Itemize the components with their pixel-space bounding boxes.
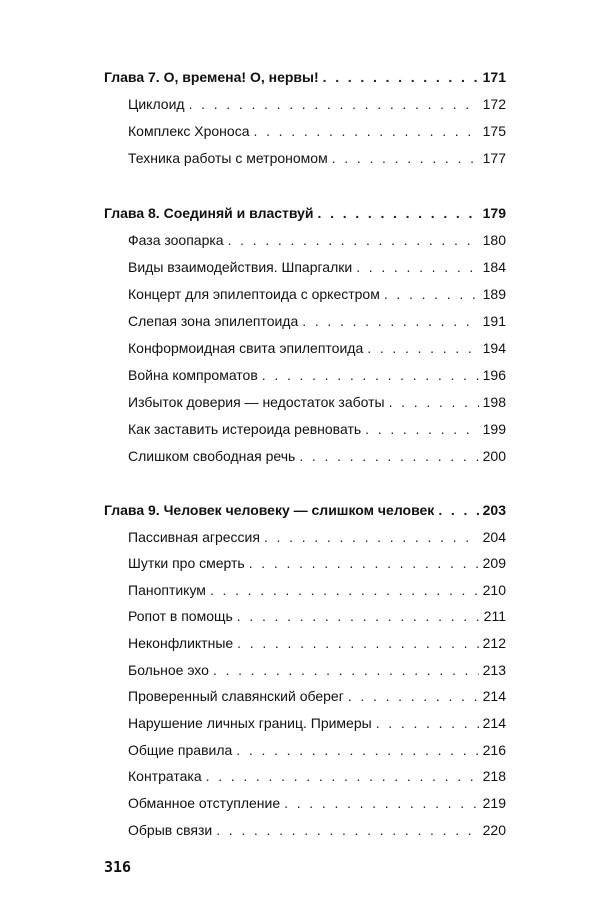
dot-leader: [389, 392, 479, 412]
toc-entry: [128, 686, 506, 706]
toc-entry: [128, 527, 506, 547]
dot-leader: [228, 230, 479, 250]
page-number: 214: [482, 688, 506, 704]
dot-leader: [299, 446, 478, 466]
page-number: 203: [482, 502, 506, 518]
toc-entry: [128, 633, 506, 653]
chapter-8-entry: [104, 203, 506, 223]
page-folio: 316: [104, 858, 132, 876]
section-title: Больное эхо: [128, 662, 209, 678]
dot-leader: [249, 553, 479, 573]
section-title: Шутки про смерть: [128, 555, 245, 571]
section-title: Конформоидная свита эпилептоида: [128, 340, 364, 356]
section-title: Концерт для эпилептоида с оркестром: [128, 286, 380, 302]
section-title: Слепая зона эпилептоида: [128, 313, 299, 329]
dot-leader: [356, 257, 478, 277]
section-title: Циклоид: [128, 96, 185, 112]
toc-entry: [128, 446, 506, 466]
chapter-title: Глава 7. О, времена! О, нервы!: [104, 69, 319, 85]
dot-leader: [318, 203, 479, 223]
dot-leader: [189, 94, 479, 114]
toc-entry: [128, 392, 506, 412]
dot-leader: [438, 500, 478, 520]
page-number: 191: [482, 313, 506, 329]
section-title: Нарушение личных границ. Примеры: [128, 715, 372, 731]
toc-entry: [128, 338, 506, 358]
section-title: Техника работы с метрономом: [128, 150, 328, 166]
section-title: Как заставить истероида ревновать: [128, 421, 362, 437]
chapter-9-entry: [104, 500, 506, 520]
toc-entry: [128, 766, 506, 786]
page-number: 180: [482, 232, 506, 248]
page-number: 196: [482, 367, 506, 383]
section-title: Паноптикум: [128, 582, 206, 598]
dot-leader: [236, 740, 478, 760]
page-number: 175: [482, 123, 506, 139]
dot-leader: [206, 766, 479, 786]
page-number: 204: [482, 529, 506, 545]
section-title: Фаза зоопарка: [128, 232, 224, 248]
toc-entry: [128, 121, 506, 141]
section-title: Война компроматов: [128, 367, 258, 383]
section-title: Неконфликтные: [128, 635, 234, 651]
page-number: 211: [483, 608, 506, 624]
page-number: 184: [482, 259, 506, 275]
page-number: 189: [482, 286, 506, 302]
toc-entry: [128, 230, 506, 250]
dot-leader: [254, 121, 479, 141]
toc-entry: [128, 419, 506, 439]
page-number: 219: [482, 795, 506, 811]
dot-leader: [323, 67, 479, 87]
chapter-title: Глава 8. Соединяй и властвуй: [104, 205, 314, 221]
page-number: 200: [482, 448, 506, 464]
toc-entry: [128, 606, 506, 626]
section-title: Пассивная агрессия: [128, 529, 260, 545]
section-title: Виды взаимодействия. Шпаргалки: [128, 259, 353, 275]
dot-leader: [332, 148, 479, 168]
page-number: 194: [482, 340, 506, 356]
dot-leader: [365, 419, 478, 439]
page-number: 172: [482, 96, 506, 112]
toc-entry: [128, 660, 506, 680]
page-number: 210: [482, 582, 506, 598]
dot-leader: [348, 686, 479, 706]
dot-leader: [213, 660, 479, 680]
section-title: Слишком свободная речь: [128, 448, 296, 464]
section-title: Обманное отступление: [128, 795, 281, 811]
dot-leader: [284, 793, 479, 813]
page-number: 198: [482, 394, 506, 410]
dot-leader: [384, 284, 479, 304]
section-title: Обрыв связи: [128, 822, 213, 838]
section-title: Проверенный славянский оберег: [128, 688, 344, 704]
page-number: 177: [482, 150, 506, 166]
toc-entry: [128, 580, 506, 600]
section-title: Контратака: [128, 768, 202, 784]
chapter-7-entry: [104, 67, 506, 87]
toc-entry: [128, 820, 506, 840]
dot-leader: [367, 338, 478, 358]
toc-entry: [128, 148, 506, 168]
page-number: 213: [482, 662, 506, 678]
page-number: 179: [482, 205, 506, 221]
dot-leader: [216, 820, 478, 840]
page-number: 209: [482, 555, 506, 571]
toc-entry: [128, 553, 506, 573]
dot-leader: [376, 713, 479, 733]
page-number: 220: [482, 822, 506, 838]
toc-entry: [128, 793, 506, 813]
toc-entry: [128, 713, 506, 733]
toc-entry: [128, 365, 506, 385]
page-number: 199: [482, 421, 506, 437]
toc-entry: [128, 94, 506, 114]
dot-leader: [210, 580, 479, 600]
section-title: Избыток доверия — недостаток заботы: [128, 394, 385, 410]
dot-leader: [262, 365, 479, 385]
toc-entry: [128, 257, 506, 277]
page-number: 218: [482, 768, 506, 784]
dot-leader: [302, 311, 478, 331]
section-title: Общие правила: [128, 742, 233, 758]
page-number: 214: [482, 715, 506, 731]
toc-entry: [128, 284, 506, 304]
dot-leader: [264, 527, 479, 547]
toc-entry: [128, 740, 506, 760]
dot-leader: [237, 633, 478, 653]
page-number: 216: [482, 742, 506, 758]
page-number: 212: [482, 635, 506, 651]
section-title: Комплекс Хроноса: [128, 123, 250, 139]
page-number: 171: [482, 69, 506, 85]
section-title: Ропот в помощь: [128, 608, 233, 624]
toc-entry: [128, 311, 506, 331]
chapter-title: Глава 9. Человек человеку — слишком человек: [104, 502, 435, 518]
dot-leader: [237, 606, 480, 626]
